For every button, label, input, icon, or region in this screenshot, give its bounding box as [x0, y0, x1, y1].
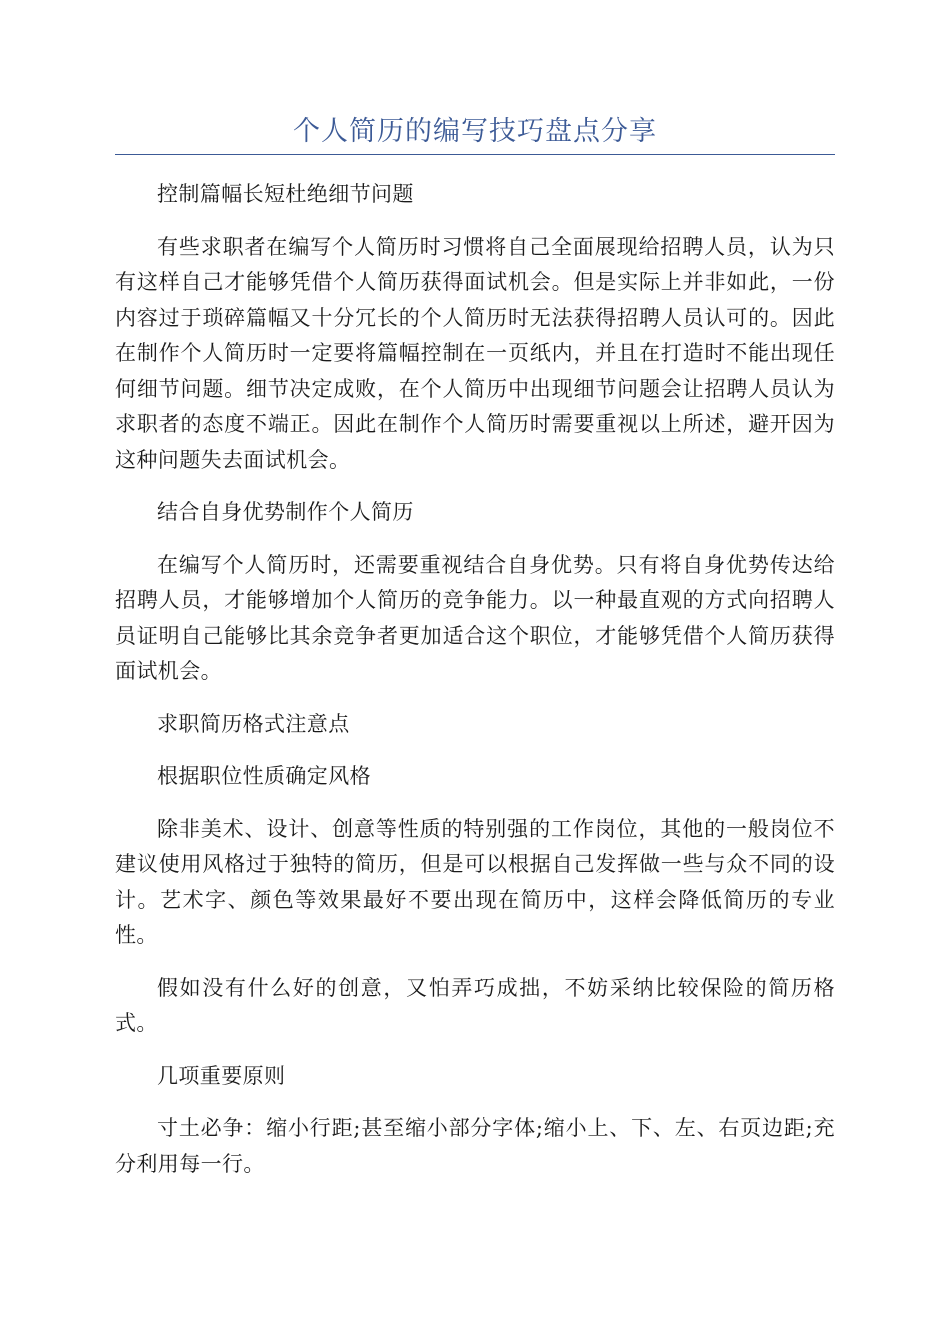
body-paragraph: 在编写个人简历时，还需要重视结合自身优势。只有将自身优势传达给招聘人员，才能够增加个人简历的竞争能力。以一种最直观的方式向招聘人员证明自己能够比其余竞争者更加适合这个职位，才能够凭借个人简历获得面试机会。 [115, 552, 835, 683]
body-paragraph: 寸土必争：缩小行距;甚至缩小部分字体;缩小上、下、左、右页边距;充分利用每一行。 [115, 1116, 835, 1176]
body-paragraph: 有些求职者在编写个人简历时习惯将自己全面展现给招聘人员，认为只有这样自己才能够凭借个人简历获得面试机会。但是实际上并非如此，一份内容过于琐碎篇幅又十分冗长的个人简历时无法获得招聘人员认可的。因此在制作个人简历时一定要将篇幅控制在一页纸内，并且在打造时不能出现任何细节问题。细节决定成败，在个人简历中出现细节问题会让招聘人员认为求职者的态度不端正。因此在制作个人简历时需要重视以上所述，避开因为这种问题失去面试机会。 [115, 234, 835, 472]
document-title: 个人简历的编写技巧盘点分享 [293, 116, 657, 147]
body-paragraph: 假如没有什么好的创意，又怕弄巧成拙，不妨采纳比较保险的简历格式。 [115, 975, 835, 1035]
section-heading: 几项重要原则 [157, 1063, 286, 1088]
document-body [115, 177, 835, 1199]
section-heading: 结合自身优势制作个人简历 [157, 500, 414, 524]
section-heading: 根据职位性质确定风格 [157, 764, 371, 788]
body-paragraph: 除非美术、设计、创意等性质的特别强的工作岗位，其他的一般岗位不建议使用风格过于独特的简历，但是可以根据自己发挥做一些与众不同的设计。艺术字、颜色等效果最好不要出现在简历中，这样会降低简历的专业性。 [115, 816, 835, 947]
section-heading: 求职简历格式注意点 [157, 711, 350, 736]
section-heading: 控制篇幅长短杜绝细节问题 [157, 182, 414, 206]
title-underline [115, 154, 835, 155]
